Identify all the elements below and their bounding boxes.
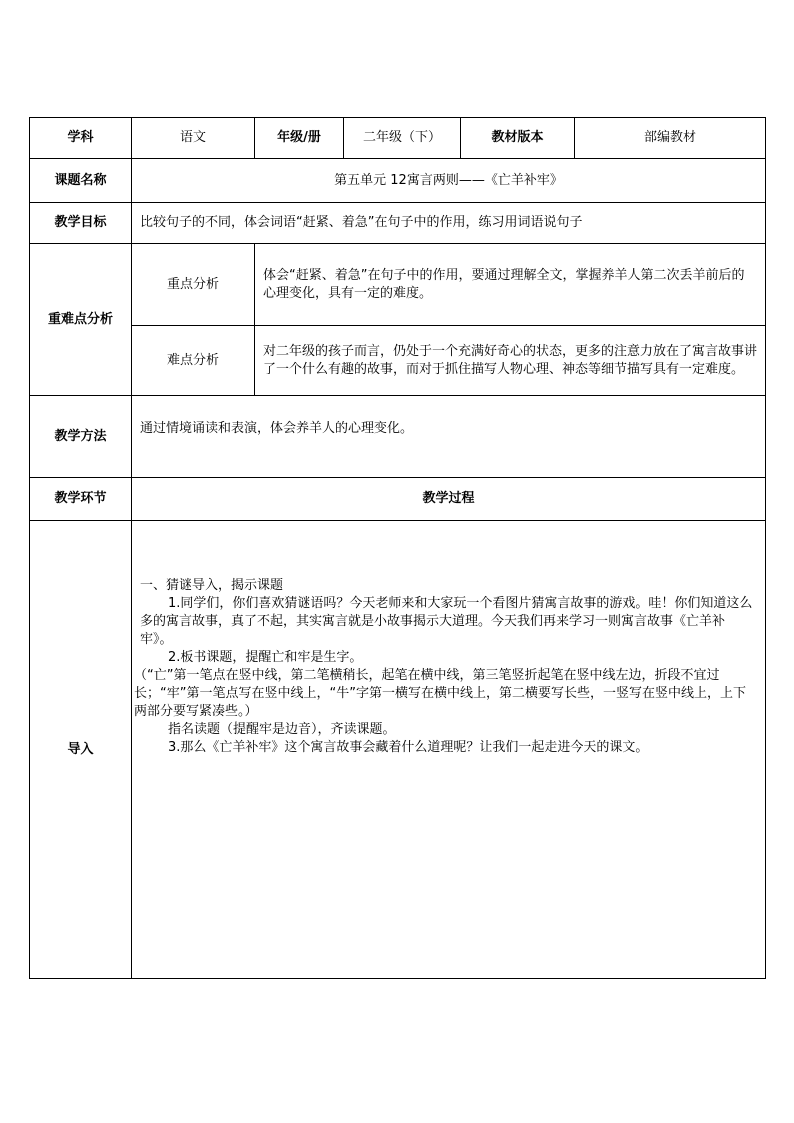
key-point-value: 体会“赶紧、着急”在句子中的作用，要通过理解全文，掌握养羊人第二次丢羊前后的心理变化，具有一定的难度。 bbox=[255, 244, 766, 326]
objective-label: 教学目标 bbox=[30, 203, 132, 244]
objective-row bbox=[30, 203, 766, 244]
difficulty-row bbox=[30, 326, 766, 396]
intro-content bbox=[132, 521, 766, 979]
intro-label: 导入 bbox=[30, 521, 132, 979]
lesson-title-value: 第五单元 12寓言两则——《亡羊补牢》 bbox=[132, 159, 766, 203]
difficulty-value: 对二年级的孩子而言，仍处于一个充满好奇心的状态，更多的注意力放在了寓言故事讲了一个什么有趣的故事，而对于抓住描写人物心理、神态等细节描写具有一定难度。 bbox=[255, 326, 766, 396]
intro-heading: 一、猜谜导入，揭示课题 bbox=[140, 578, 284, 593]
subject-label: 学科 bbox=[30, 118, 132, 159]
lesson-title-label: 课题名称 bbox=[30, 159, 132, 203]
stage-label: 教学环节 bbox=[30, 478, 132, 521]
intro-paragraph-1: 1.同学们，你们喜欢猜谜语吗？今天老师来和大家玩一个看图片猜寓言故事的游戏。哇！你们知道这么多的寓言故事，真了不起，其实寓言就是小故事揭示大道理。今天我们再来学习一则寓言故事《亡羊补牢》。 bbox=[140, 596, 753, 647]
grade-label: 年级/册 bbox=[255, 118, 344, 159]
intro-paragraph-2: 2.板书课题，提醒亡和牢是生字。 bbox=[168, 650, 363, 665]
title-row bbox=[30, 159, 766, 203]
edition-label: 教材版本 bbox=[461, 118, 575, 159]
lesson-plan-table bbox=[29, 117, 766, 979]
difficulty-label: 难点分析 bbox=[132, 326, 255, 396]
intro-row bbox=[30, 521, 766, 979]
intro-paragraph-4: 指名读题（提醒牢是边音），齐读课题。 bbox=[168, 722, 396, 737]
process-header-row bbox=[30, 478, 766, 521]
analysis-label: 重难点分析 bbox=[30, 244, 132, 396]
key-point-row bbox=[30, 244, 766, 326]
method-value: 通过情境诵读和表演，体会养羊人的心理变化。 bbox=[132, 396, 766, 478]
header-row bbox=[30, 118, 766, 159]
edition-value: 部编教材 bbox=[575, 118, 766, 159]
subject-value: 语文 bbox=[132, 118, 255, 159]
method-label: 教学方法 bbox=[30, 396, 132, 478]
process-label: 教学过程 bbox=[132, 478, 766, 521]
key-point-label: 重点分析 bbox=[132, 244, 255, 326]
intro-paragraph-5: 3.那么《亡羊补牢》这个寓言故事会藏着什么道理呢？让我们一起走进今天的课文。 bbox=[168, 740, 649, 755]
objective-value: 比较句子的不同，体会词语“赶紧、着急”在句子中的作用，练习用词语说句子 bbox=[132, 203, 766, 244]
grade-value: 二年级（下） bbox=[344, 118, 461, 159]
intro-paragraph-3: （“亡”第一笔点在竖中线，第二笔横稍长，起笔在横中线，第三笔竖折起笔在竖中线左边，折段不宜过长；“牢”第一笔点写在竖中线上，“牛”字第一横写在横中线上，第二横要写长些，一竖写在竖中线上，上下两部分要写紧凑些。） bbox=[134, 668, 746, 719]
method-row bbox=[30, 396, 766, 478]
